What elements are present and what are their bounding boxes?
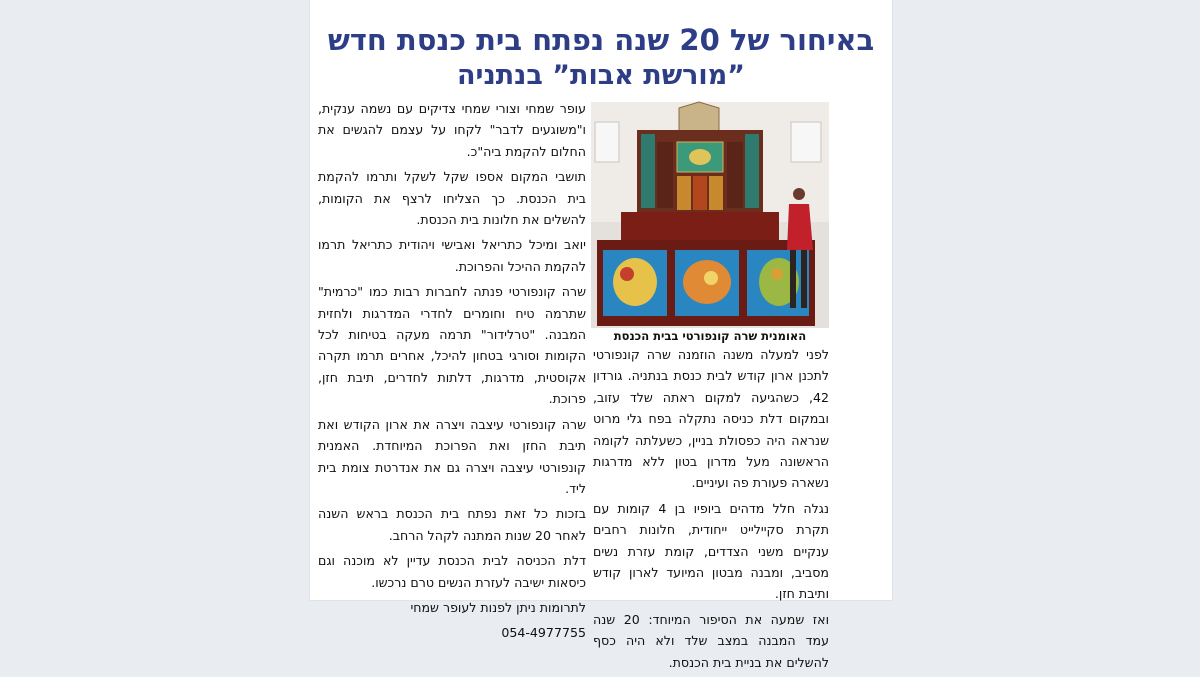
headline-line-1: באיחור של 20 שנה נפתח בית כנסת חדש bbox=[327, 23, 875, 57]
article-column-left bbox=[318, 98, 586, 648]
headline-line-2: ”מורשת אבות” בנתניה bbox=[457, 60, 745, 91]
paragraph: נגלה חלל מדהים ביופיו בן 4 קומות עם תקרת סקיילייט ייחודית, חלונות רחבים ענקיים משני הצדדים, קומת עזרת נשים מסביב, ומבנה מבטון המיועד לארון קודש ותיבת חזן. bbox=[593, 500, 829, 602]
photo-illustration bbox=[591, 102, 829, 328]
paragraph: בזכות כל זאת נפתח בית הכנסת בראש השנה לאחר 20 שנות המתנה לקהל הרחב. bbox=[318, 506, 586, 543]
paragraph: יואב ומיכל כתריאל ואבישי ויהודית כתריאל תרמו להקמת ההיכל והפרוכת. bbox=[318, 237, 586, 274]
photo-caption: האומנית שרה קונפורטי בבית הכנסת bbox=[613, 329, 807, 343]
paragraph: ואז שמעה את הסיפור המיוחד: 20 שנה עמד המבנה במצב שלד ולא היה כסף להשלים את בניית בית הכנסת. bbox=[593, 611, 829, 670]
paragraph: שרה קונפורטי עיצבה ויצרה את ארון הקודש ואת תיבת החזן ואת הפרוכת המיוחדת. האמנית קונפורטי עיצבה ויצרה גם את אנדרטת צומת בית ליד. bbox=[318, 416, 586, 496]
paragraph: עופר שמחי וצורי שמחי צדיקים עם נשמה ענקית, ו"משוגעים לדבר" לקחו על עצמם להגשים את החלום להקמת ביה"כ. bbox=[318, 101, 586, 159]
phone-number: 054-4977755 bbox=[501, 625, 586, 641]
paragraph: דלת הכניסה לבית הכנסת עדיין לא מוכנה וגם כיסאות ישיבה לעזרת הנשים טרם נרכשו. bbox=[318, 553, 586, 590]
article-column-right bbox=[593, 344, 829, 677]
ark-photo bbox=[591, 102, 829, 328]
paragraph: תושבי המקום אספו שקל לשקל ותרמו להקמת בית הכנסת. כך הצליחו לרצף את הקומות, להשלים את חלונות בית הכנסת. bbox=[318, 169, 586, 228]
paragraph: שרה קונפורטי פנתה לחברות רבות כמו "כרמית" שתרמה טיח וחומרים לחדרי המדרגות ולחזית המבנה. "טרלידור" תרמה מעקה בטיחות לכל הקומות וסורגי בטחון להיכל, אחרים תרמו תקרה אקוסטית, מדרגות, דלתות לחדרים, תיבת חזן, פרוכת. bbox=[318, 284, 586, 407]
donation-line: לתרומות ניתן לפנות לעופר שמחי bbox=[410, 599, 586, 615]
newspaper-clipping bbox=[310, 0, 892, 670]
paragraph: לפני למעלה משנה הוזמנה שרה קונפורטי לתכנן ארון קודש לבית כנסת בנתניה. גורדון 42, כשהגיעה למקום ראתה שלד עזוב, ובמקום דלת כניסה נתקלה בפח גלי מרוט שנראה היה כפסולת בניין, כשעלתה לקומה הראשונה מעל מדרון בטון ללא מדרגות נשארה פעורת פה ועיניים. bbox=[593, 347, 829, 491]
